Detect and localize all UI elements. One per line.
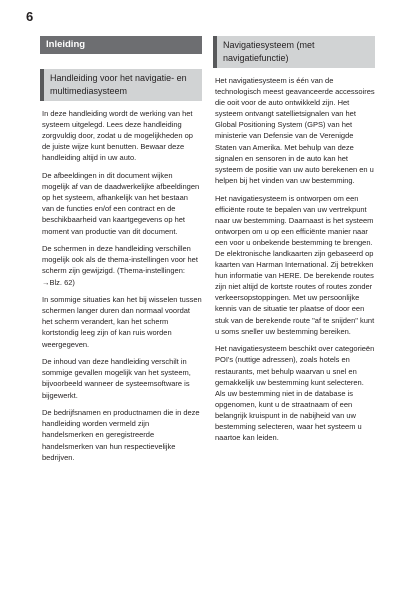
paragraph: In deze handleiding wordt de werking van het systeem uitgelegd. Lees deze handleiding zorgvuldig door, zodat u de mogelijkheden op de juiste wijze kunt benutten. Bewaar deze handleiding altijd in uw auto.: [42, 109, 193, 163]
paragraph: Het navigatiesysteem is één van de technologisch meest geavanceerde accessoires die ooit voor de auto ontwikkeld zijn. Het systeem ontvangt satellietsignalen van het Global Positioning System (GPS) van het ministerie van Defensie van de Verenigde Staten van Amerika. Met behulp van deze signalen en sensoren in de auto kan het systeem de positie van uw auto berekenen en u helpen bij het vinden van uw bestemming.: [215, 76, 375, 185]
paragraph: Het navigatiesysteem beschikt over categorieën POI's (nuttige adressen), zoals hotels en restaurants, met behulp waarvan u snel en gemakkelijk uw bestemming kunt selecteren. Als uw bestemming niet in de database is opgenomen, kunt u de straatnaam of een belangrijk kruispunt in de nabijheid van uw bestemming selecteren, waar het systeem u naartoe kan leiden.: [215, 344, 375, 443]
paragraph: De schermen in deze handleiding verschillen mogelijk ook als de thema-instellingen voor het scherm zijn gewijzigd. (Thema-instellingen: →Blz. 62): [42, 244, 198, 287]
left-body: [40, 108, 202, 463]
paragraph: De afbeeldingen in dit document wijken mogelijk af van de daadwerkelijke afbeeldingen op het systeem, afhankelijk van het bestaan van de functies en/of een contract en de beschikbaarheid van kaartgegevens op het moment van productie van dit document.: [42, 171, 200, 236]
paragraph: De inhoud van deze handleiding verschilt in sommige gevallen mogelijk van het systeem, bijvoorbeeld wanneer de systeemsoftware is bijgewerkt.: [42, 357, 191, 400]
right-column: [213, 36, 375, 450]
page-number: 6: [26, 9, 34, 24]
paragraph: Het navigatiesysteem is ontworpen om een efficiënte route te bepalen van uw vertrekpunt naar uw bestemming. Daarnaast is het systeem ontworpen om u op een efficiënte manier naar een voor u onbekende bestemming te brengen. De elektronische landkaarten zijn gebaseerd op kaarten van Harman International. Zij betrekken hun informatie van HERE. De berekende routes zijn niet altijd de kortste routes of routes zonder verkeersopstoppingen. Met uw persoonlijke kennis van de situatie ter plaatse of door een stuk van de berekende route "af te snijden" kunt u soms sneller uw bestemming bereiken.: [215, 193, 375, 336]
right-body: [213, 75, 375, 443]
subheading-navigation: Navigatiesysteem (met navigatiefunctie): [213, 36, 375, 68]
paragraph: In sommige situaties kan het bij wisselen tussen schermen langer duren dan normaal voordat het scherm verandert, kan het scherm kortstondig leeg zijn of kan ruis worden weergegeven.: [42, 295, 202, 349]
subheading-manual: Handleiding voor het navigatie- en multimediasysteem: [40, 69, 202, 101]
paragraph: De bedrijfsnamen en productnamen die in deze handleiding worden vermeld zijn handelsmerken en geregistreerde handelsmerken van hun respectievelijke bedrijven.: [42, 408, 200, 462]
left-column: [40, 36, 202, 469]
section-title-bar: Inleiding: [40, 36, 202, 54]
